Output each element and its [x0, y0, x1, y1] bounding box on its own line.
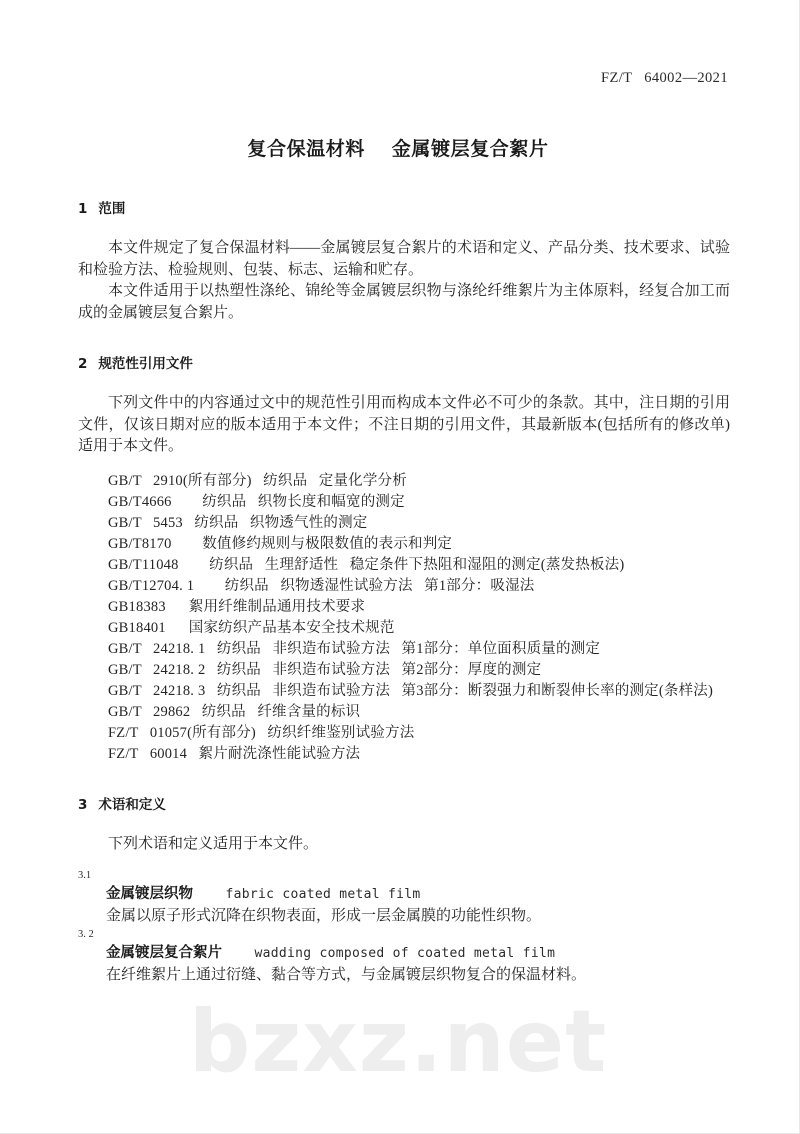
list-item: [78, 513, 730, 534]
reference-entry: FZ/T 60014 絮片耐洗涤性能试验方法: [108, 745, 361, 762]
section-number-normative-references: 2: [78, 356, 88, 372]
list-item: [78, 744, 730, 765]
running-header-standard-number: FZ/T 64002—2021: [601, 70, 728, 86]
reference-entry: GB/T12704. 1 纺织品 织物透湿性试验方法 第1部分：吸湿法: [108, 577, 535, 594]
normative-references-intro: 下列文件中的内容通过文中的规范性引用而构成本文件必不可少的条款。其中，注日期的引用文件，仅该日期对应的版本适用于本文件；不注日期的引用文件，其最新版本(包括所有的修改单)适用于本文件。: [78, 395, 730, 454]
reference-entry: GB/T8170 数值修约规则与极限数值的表示和判定: [108, 535, 453, 552]
list-item: [78, 576, 730, 597]
section-heading-terms: [78, 796, 730, 814]
term-headword-line: [78, 883, 730, 906]
section-title-normative-references: 规范性引用文件: [98, 356, 193, 372]
reference-entry: FZ/T 01057(所有部分) 纺织纤维鉴别试验方法: [108, 724, 415, 741]
reference-entry: GB/T 24218. 1 纺织品 非织造布试验方法 第1部分：单位面积质量的测定: [108, 640, 601, 657]
list-item: [78, 597, 730, 618]
section-title-scope: 范围: [98, 201, 126, 217]
reference-entry: GB/T11048 纺织品 生理舒适性 稳定条件下热阻和湿阻的测定(蒸发热板法): [108, 556, 625, 573]
list-item: [78, 702, 730, 723]
reference-entry: GB/T 29862 纺织品 纤维含量的标识: [108, 703, 361, 720]
list-item: [78, 660, 730, 681]
term-chinese: 金属镀层复合絮片: [106, 945, 222, 961]
reference-entry: GB/T 24218. 3 纺织品 非织造布试验方法 第3部分：断裂强力和断裂伸长率的测定(条样法): [108, 682, 714, 699]
terms-intro: 下列术语和定义适用于本文件。: [108, 835, 319, 852]
spacer: [78, 373, 730, 393]
spacer: [78, 458, 730, 471]
section-title-terms: 术语和定义: [98, 796, 166, 813]
spacer: [78, 855, 730, 868]
list-item: [78, 471, 730, 492]
reference-entry: GB18383 絮用纤维制品通用技术要求: [108, 598, 366, 615]
spacer: [78, 765, 730, 796]
term-definition: 在纤维絮片上通过衍缝、黏合等方式，与金属镀层织物复合的保温材料。: [106, 966, 587, 983]
reference-entry: GB/T 5453 纺织品 织物透气性的测定: [108, 514, 368, 531]
section-number-terms: 3: [78, 796, 88, 813]
reference-entry: GB/T 2910(所有部分) 纺织品 定量化学分析: [108, 472, 407, 489]
spacer: [78, 814, 730, 834]
section-number-scope: 1: [78, 201, 88, 217]
spacer: [78, 324, 730, 355]
reference-entry: GB/T 24218. 2 纺织品 非织造布试验方法 第2部分：厚度的测定: [108, 661, 542, 678]
list-item: [78, 723, 730, 744]
document-title: 复合保温材料 金属镀层复合絮片: [247, 138, 549, 160]
term-entry: [78, 868, 730, 927]
normative-reference-list: [78, 471, 730, 765]
scope-paragraph-1: 本文件规定了复合保温材料——金属镀层复合絮片的术语和定义、产品分类、技术要求、试验和检验方法、检验规则、包装、标志、运输和贮存。: [78, 240, 730, 278]
term-english: wadding composed of coated metal film: [222, 946, 556, 961]
term-number: 3. 2: [78, 929, 94, 940]
scope-paragraph-2: 本文件适用于以热塑性涤纶、锦纶等金属镀层织物与涤纶纤维絮片为主体原料，经复合加工而成的金属镀层复合絮片。: [78, 283, 730, 321]
list-item: [78, 681, 730, 702]
term-chinese: 金属镀层织物: [106, 886, 193, 902]
term-definition: 金属以原子形式沉降在织物表面，形成一层金属膜的功能性织物。: [106, 907, 542, 924]
section-heading-scope: [78, 200, 730, 218]
spacer: [78, 218, 730, 238]
reference-entry: GB/T4666 纺织品 织物长度和幅宽的测定: [108, 493, 405, 510]
list-item: [78, 492, 730, 513]
term-entry: [78, 927, 730, 986]
term-headword-line: [78, 942, 730, 965]
term-english: fabric coated metal film: [193, 887, 421, 902]
document-body: [78, 200, 730, 986]
list-item: [78, 639, 730, 660]
list-item: [78, 555, 730, 576]
list-item: [78, 534, 730, 555]
list-item: [78, 618, 730, 639]
reference-entry: GB18401 国家纺织产品基本安全技术规范: [108, 619, 395, 636]
section-heading-normative-references: [78, 355, 730, 373]
term-number: 3.1: [78, 870, 92, 881]
site-watermark: bzxz.net: [188, 992, 608, 1092]
